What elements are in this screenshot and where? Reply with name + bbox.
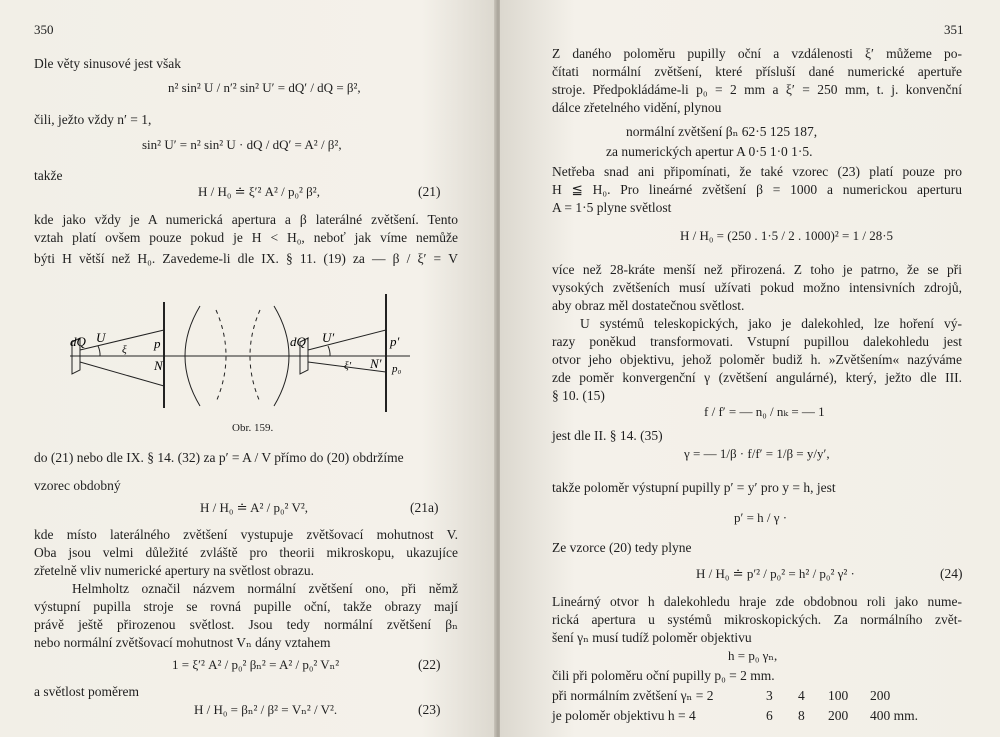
text-line: a světlost poměrem xyxy=(34,684,139,699)
paragraph-line: zde poměr konvergenční γ (zvětšení angulárné), který, ježto dle III. xyxy=(552,370,962,385)
paragraph-line: více než 28-kráte menší než přirozená. Z toho je patrno, že se při xyxy=(552,262,962,277)
fig-label-xi: ξ xyxy=(122,344,127,356)
paragraph-line: čítati normální zvětšení, které přísluší dané numerické apertuře xyxy=(552,64,962,79)
paragraph-line: Helmholtz označil názvem normální zvětšení ono, při němž xyxy=(72,581,458,596)
fig-label-p0: p₀ xyxy=(392,363,402,375)
optical-diagram xyxy=(60,290,440,415)
table-cell: 100 xyxy=(828,688,849,703)
equation-number: (22) xyxy=(418,657,441,672)
paragraph-line: kde místo laterálného zvětšení vystupuje zvětšovací mohutnost V. xyxy=(34,527,458,542)
fig-label-N: N xyxy=(154,358,163,373)
table-cell: 8 xyxy=(798,708,805,723)
table-row: za numerických apertur A 0·5 1·0 1·5. xyxy=(606,144,813,159)
paragraph-line: právě ještě přirozenou světlost. Jsou tedy normální zvětšení βₙ xyxy=(34,617,458,632)
paragraph-line: A = 1·5 plyne světlost xyxy=(552,200,672,215)
paragraph-line: U systémů teleskopických, jako je dalekohled, lze hoření vý- xyxy=(580,316,962,331)
paragraph-line: Lineárný otvor h dalekohledu hraje zde obdobnou roli jako nume- xyxy=(552,594,962,609)
equation-23: H / H₀ = βₙ² / β² = Vₙ² / V². xyxy=(194,702,338,717)
table-cell: 3 xyxy=(766,688,773,703)
fig-label-xi-prime: ξ′ xyxy=(344,360,352,372)
paragraph-line: vztah platí ovšem pouze pokud je H < H₀, neboť jak víme nemůže xyxy=(34,230,458,245)
page-number-left: 350 xyxy=(34,22,54,37)
equation-sine-rule: n² sin² U / n′² sin² U′ = dQ′ / dQ = β², xyxy=(168,80,361,95)
table-row: normální zvětšení βₙ 62·5 125 187, xyxy=(626,124,818,139)
equation-p-prime: p′ = h / γ · xyxy=(734,510,788,525)
paragraph-line: aby obraz měl dostatečnou světlost. xyxy=(552,298,745,313)
equation-21: H / H₀ ≐ ξ′² A² / p₀² β², xyxy=(198,184,320,199)
equation-number: (23) xyxy=(418,702,441,717)
paragraph-line: kde jako vždy je A numerická apertura a β laterálné zvětšení. Tento xyxy=(34,212,458,227)
paragraph-line: býti H větší než H₀. Zavedeme-li dle IX. § 11. (19) za — β / ξ′ = V xyxy=(34,251,458,266)
table-cell: 400 mm. xyxy=(870,708,919,723)
ray-line xyxy=(308,330,386,350)
angle-arc xyxy=(98,346,100,356)
paragraph-line: vysokých zvětšeních musí užívati pokud možno intensivních zdrojů, xyxy=(552,280,962,295)
fig-label-dQ: dQ xyxy=(70,334,86,349)
angle-arc xyxy=(328,346,330,356)
equation-number: (24) xyxy=(940,566,963,581)
equation-22: 1 = ξ′² A² / p₀² βₙ² = A² / p₀² Vₙ² xyxy=(172,657,340,672)
right-page xyxy=(500,0,1000,737)
paragraph-line: H ≦ H₀. Pro lineárné zvětšení β = 1000 a numerickou aperturu xyxy=(552,182,962,197)
text-line: Ze vzorce (20) tedy plyne xyxy=(552,540,692,555)
fig-label-dQ-prime: dQ′ xyxy=(290,334,309,349)
fig-label-p: p xyxy=(154,336,161,351)
paragraph-line: razy poněkud transformovati. Vstupní pupillou dalekohledu jest xyxy=(552,334,962,349)
table-cell: je poloměr objektivu h = 4 xyxy=(552,708,696,723)
fig-label-p-prime: p′ xyxy=(390,334,400,349)
text-line: Dle věty sinusové jest však xyxy=(34,56,181,71)
paragraph-line: zřetelně vliv numerické apertury na světlost obrazu. xyxy=(34,563,315,578)
paragraph-line: Netřeba snad ani připomínati, že také vzorec (23) platí pouze pro xyxy=(552,164,962,179)
paragraph-line: Z daného poloměru pupilly oční a vzdálenosti ξ′ můžeme po- xyxy=(552,46,962,61)
table-cell: při normálním zvětšení γₙ = 2 xyxy=(552,688,714,703)
paragraph-line: § 10. (15) xyxy=(552,388,605,403)
equation-number: (21a) xyxy=(410,500,439,515)
page-number-right: 351 xyxy=(944,22,964,37)
paragraph-line: stroje. Předpokládáme-li p₀ = 2 mm a ξ′ = 250 mm, t. j. konvenční xyxy=(552,82,962,97)
text-line: takže poloměr výstupní pupilly p′ = y′ pro y = h, jest xyxy=(552,480,836,495)
fig-label-N-prime: N′ xyxy=(370,356,382,371)
text-line: jest dle II. § 14. (35) xyxy=(552,428,663,443)
text-line: do (21) nebo dle IX. § 14. (32) za p′ = A / V přímo do (20) obdržíme xyxy=(34,450,404,465)
equation-number: (21) xyxy=(418,184,441,199)
left-page xyxy=(0,0,496,737)
equation-f: f / f′ = — n₀ / nₖ = — 1 xyxy=(704,404,825,419)
equation-light: H / H₀ = (250 . 1·5 / 2 . 1000)² = 1 / 28·5 xyxy=(680,228,894,243)
equation-24: H / H₀ ≐ p′² / p₀² = h² / p₀² γ² · xyxy=(696,566,855,581)
paragraph-line: šení γₙ musí tudíž poloměr objektivu xyxy=(552,630,752,645)
paragraph-line: dálce zřetelného vidění, plynou xyxy=(552,100,722,115)
figure-caption: Obr. 159. xyxy=(232,422,274,434)
paragraph-line: nebo normální zvětšovací mohutnost Vₙ dány vztahem xyxy=(34,635,331,650)
text-line: čili při poloměru oční pupilly p₀ = 2 mm. xyxy=(552,668,775,683)
text-line: čili, ježto vždy n′ = 1, xyxy=(34,112,152,127)
fig-label-U-prime: U′ xyxy=(322,330,335,345)
paragraph-line: otvor jeho objektivu, jehož poloměr budiž h. »Zvětšením« nazýváme xyxy=(552,352,962,367)
text-line: takže xyxy=(34,168,63,183)
table-cell: 200 xyxy=(828,708,849,723)
paragraph-line: rická apertura u systémů mikroskopických. Za normálního zvět- xyxy=(552,612,962,627)
table-cell: 4 xyxy=(798,688,805,703)
table-cell: 6 xyxy=(766,708,773,723)
table-cell: 200 xyxy=(870,688,891,703)
fig-label-U: U xyxy=(96,330,106,345)
equation-h: h = p₀ γₙ, xyxy=(728,648,778,663)
equation-sin-u-prime: sin² U′ = n² sin² U · dQ / dQ′ = A² / β², xyxy=(142,137,342,152)
paragraph-line: Oba jsou velmi důležité zvláště pro theorii mikroskopu, ukazujíce xyxy=(34,545,458,560)
ray-line xyxy=(80,362,164,386)
text-line: vzorec obdobný xyxy=(34,478,121,493)
equation-21a: H / H₀ ≐ A² / p₀² V², xyxy=(200,500,308,515)
equation-gamma: γ = — 1/β · f/f′ = 1/β = y/y′, xyxy=(684,446,830,461)
paragraph-line: výstupní pupilla stroje se rovná pupille oční, takže obrazy mají xyxy=(34,599,458,614)
